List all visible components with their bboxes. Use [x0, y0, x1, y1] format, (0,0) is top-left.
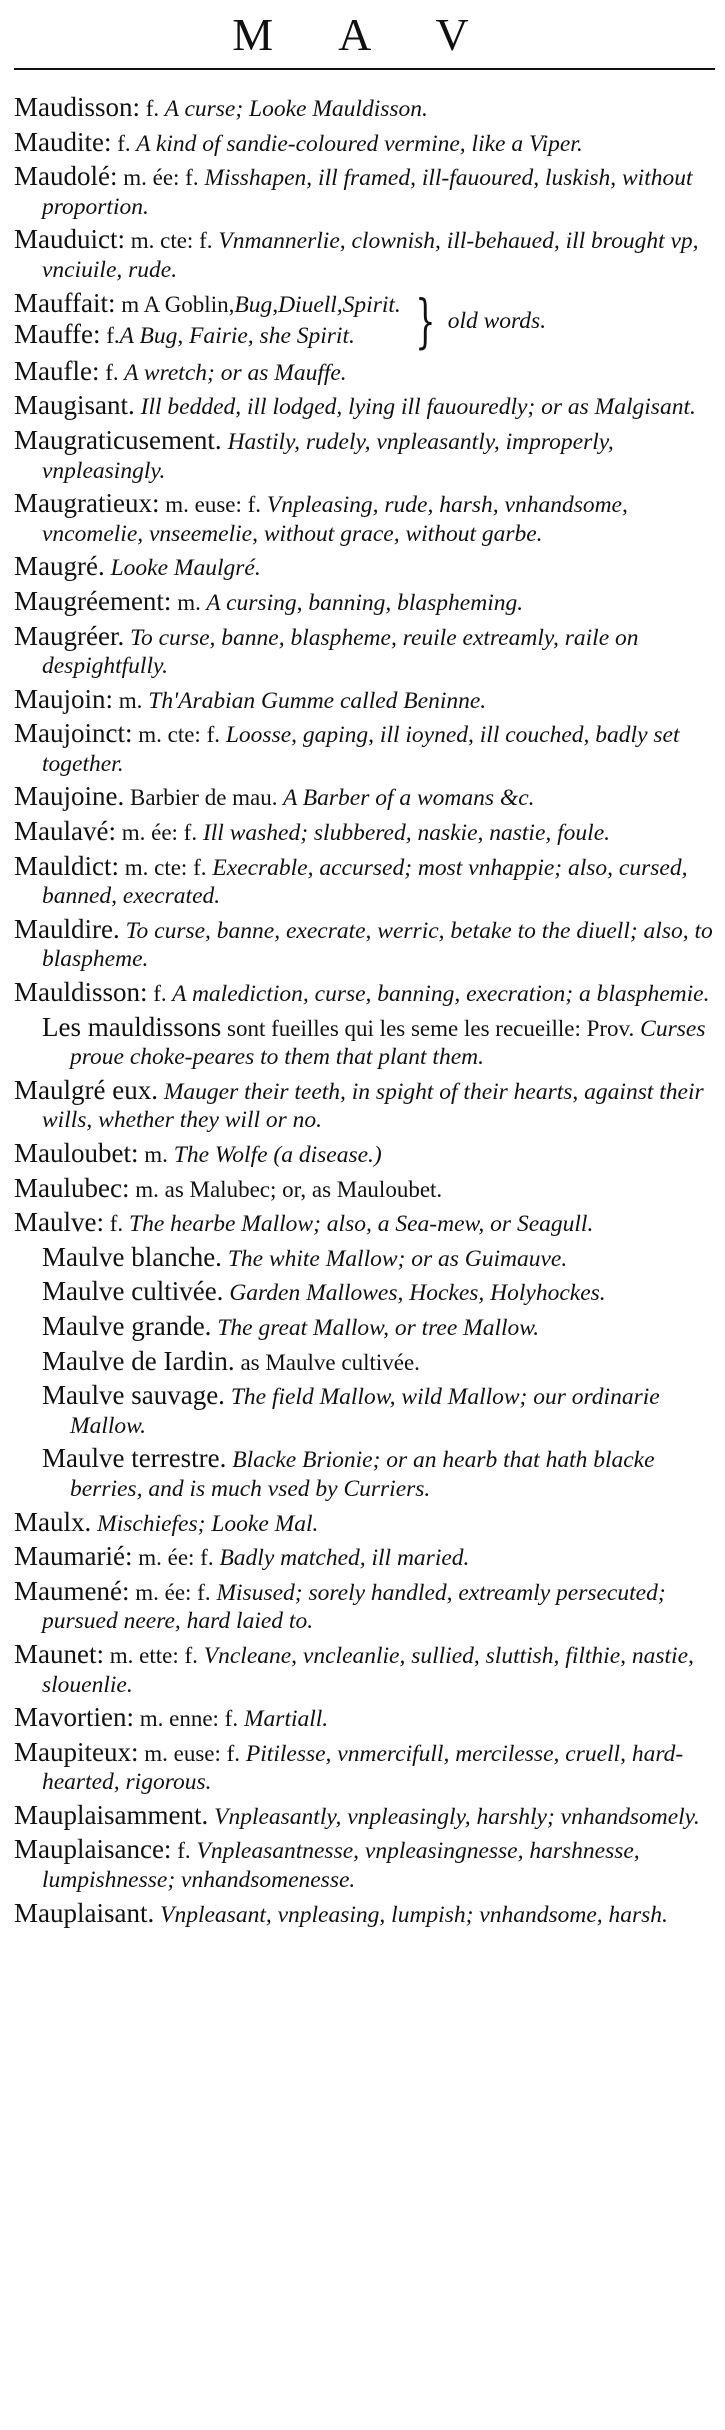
entry-definition: Blacke Brionie; or an hearb that hath blacke berries, and is much vsed by Curriers. [70, 1447, 655, 1502]
dictionary-entry [14, 1704, 715, 1734]
dictionary-entry [14, 1638, 715, 1699]
entry-grammar: m. ée: f. [117, 165, 199, 191]
dictionary-entry [14, 620, 715, 681]
entry-grammar: m. cte: f. [132, 722, 220, 748]
entry-definition: Mischiefes; Looke Mal. [91, 1510, 319, 1537]
entry-headword: Maulve de Iardin. [42, 1345, 235, 1376]
entry-definition: To curse, banne, blaspheme, reuile extreamly, raile on despightfully. [42, 624, 639, 680]
entry-definition: A wretch; or as Mauffe. [118, 359, 347, 386]
entry-grammar: m. cte: f. [118, 854, 207, 880]
entry-headword: Mauplaisant. [14, 1897, 155, 1928]
entry-definition: Execrable, accursed; most vnhappie; also, cursed, banned, execrated. [42, 854, 688, 910]
dictionary-entry [14, 226, 715, 284]
entry-definition: A Bug, Fairie, she Spirit. [119, 323, 355, 350]
entry-grammar: f. [103, 1211, 124, 1237]
entry-headword: Mauldict: [14, 850, 119, 881]
entry-headword: Maufle: [14, 355, 100, 386]
entry-grammar: m. euse: f. [159, 492, 262, 518]
entry-definition: Looke Maulgré. [104, 555, 261, 582]
entry-definition: Th'Arabian Gumme called Beninne. [142, 687, 487, 714]
entry-headword: Maunet: [14, 1638, 104, 1669]
dictionary-subentry [14, 1445, 715, 1503]
entry-grammar: f. [171, 1838, 191, 1864]
dictionary-entry [14, 1836, 715, 1894]
bracketed-entry-group [14, 287, 715, 356]
entry-grammar: m. ée: f. [129, 1579, 211, 1605]
dictionary-entry [14, 683, 715, 716]
entry-definition: Martiall. [238, 1706, 329, 1733]
entry-headword: Maugisant. [14, 390, 135, 421]
entry-headword: Maugréer. [14, 620, 125, 651]
entry-headword: Maudolé: [14, 161, 118, 192]
entry-definition: Loosse, gaping, ill ioyned, ill couched, badly set together. [42, 722, 680, 777]
dictionary-entry [14, 720, 715, 778]
entry-definition: To curse, banne, execrate, werric, betake to the diuell; also, to blaspheme. [42, 917, 713, 973]
entry-definition: A cursing, banning, blaspheming. [200, 589, 524, 616]
dictionary-entry [14, 490, 715, 548]
entry-headword: Mavortien: [14, 1702, 134, 1733]
dictionary-entry [14, 355, 715, 388]
dictionary-entry [14, 783, 715, 813]
entry-grammar: as Maulve cultivée. [234, 1349, 420, 1375]
entry-headword: Maujoin: [14, 683, 113, 714]
entry-definition: Vnpleasantly, vnpleasingly, harshly; vnhandsomely. [208, 1803, 700, 1830]
entry-grammar: m. enne: f. [133, 1706, 239, 1732]
dictionary-entry [14, 392, 715, 422]
entry-headword: Maulve sauvage. [42, 1380, 225, 1411]
entry-headword: Mauldisson: [14, 977, 148, 1008]
entry-grammar: m A Goblin, [115, 291, 235, 317]
entry-definition: Hastily, rudely, vnpleasantly, improperly, vnpleasingly. [42, 428, 614, 484]
entry-definition: Vncleane, vncleanlie, sullied, sluttish, filthie, nastie, slouenlie. [42, 1642, 694, 1698]
entry-headword: Maugraticusement. [14, 424, 222, 455]
entry-headword: Maulubec: [14, 1172, 130, 1203]
entry-headword: Maudite: [14, 126, 112, 157]
entry-list [14, 94, 715, 1929]
entry-grammar: m. [171, 589, 201, 615]
entry-headword: Maumené: [14, 1575, 130, 1606]
entry-grammar: f. [140, 96, 160, 121]
entry-headword: Maulgré eux. [14, 1074, 158, 1105]
entry-grammar: m. ée: f. [132, 1545, 214, 1571]
entry-headword: Mauffe: [14, 319, 101, 350]
dictionary-subentry [14, 1241, 715, 1274]
entry-definition: A curse; Looke Mauldisson. [159, 96, 428, 122]
entry-definition: Vnmannerlie, clownish, ill-behaued, ill brought vp, vnciuile, rude. [42, 228, 699, 283]
entry-definition: Vnpleasing, rude, harsh, vnhandsome, vncomelie, vnseemelie, without grace, without garbe. [42, 492, 628, 547]
dictionary-entry [14, 1543, 715, 1573]
entry-headword: Maugratieux: [14, 488, 160, 519]
dictionary-entry [14, 163, 715, 221]
entry-headword: Maupiteux: [14, 1736, 139, 1767]
dictionary-entry [14, 126, 715, 159]
dictionary-entry [14, 94, 715, 124]
dictionary-entry [14, 1172, 715, 1205]
dictionary-entry [14, 1506, 715, 1539]
dictionary-entry [14, 818, 715, 848]
page-title: M A V [232, 8, 497, 60]
entry-grammar: sont fueilles qui les seme les recueille: Prov. [221, 1015, 635, 1041]
entry-grammar: Barbier de mau. [124, 785, 278, 811]
dictionary-subentry [14, 1278, 715, 1308]
entry-grammar: m. ée: f. [115, 820, 198, 846]
entry-headword: Maulve cultivée. [42, 1276, 224, 1307]
dictionary-subentry [14, 1011, 715, 1072]
dictionary-subentry [14, 1310, 715, 1343]
entry-definition: The white Mallow; or as Guimauve. [221, 1245, 568, 1272]
dictionary-entry [14, 1799, 715, 1832]
dictionary-entry [14, 553, 715, 583]
entry-grammar: f. [111, 130, 131, 156]
entry-headword: Maumarié: [14, 1541, 133, 1572]
entry-grammar: f. [147, 981, 167, 1007]
entry-definition: Badly matched, ill maried. [213, 1545, 470, 1572]
dictionary-entry [14, 1140, 715, 1170]
header-rule [14, 68, 715, 70]
entry-headword: Mauplaisance: [14, 1834, 172, 1865]
entry-definition: A Barber of a womans &c. [277, 785, 535, 812]
entry-definition: Mauger their teeth, in spight of their hearts, against their wills, whether they will or no. [42, 1078, 704, 1134]
entry-grammar: f. [100, 323, 120, 349]
entry-definition: Curses proue choke-peares to them that plant them. [70, 1015, 706, 1071]
entry-headword: Mauduict: [14, 224, 125, 255]
entry-definition: A kind of sandie-coloured vermine, like a Viper. [130, 130, 583, 157]
entry-grammar: f. [99, 359, 119, 385]
entry-definition: The field Mallow, wild Mallow; our ordinarie Mallow. [70, 1384, 660, 1439]
entry-headword: Maulve terrestre. [42, 1443, 227, 1474]
entry-grammar: m. as Malubec; or, as Mauloubet. [129, 1176, 443, 1202]
entry-definition: Vnpleasant, vnpleasing, lumpish; vnhandsome, harsh. [154, 1901, 668, 1928]
entry-definition: Ill bedded, ill lodged, lying ill fauouredly; or as Malgisant. [134, 394, 696, 421]
dictionary-subentry [14, 1345, 715, 1378]
entry-definition: Misshapen, ill framed, ill-fauoured, luskish, without proportion. [42, 165, 693, 220]
dictionary-entry [14, 913, 715, 974]
entry-headword: Mauffait: [14, 287, 116, 318]
entry-definition: Ill washed; slubbered, naskie, nastie, foule. [197, 820, 611, 847]
entry-grammar: m. ette: f. [103, 1642, 198, 1668]
entry-definition: Garden Mallowes, Hockes, Holyhockes. [223, 1280, 606, 1307]
entry-headword: Mauloubet: [14, 1138, 139, 1168]
entry-headword: Maulve: [14, 1207, 104, 1238]
entry-headword: Maugré. [14, 551, 105, 582]
entry-headword: Maulve blanche. [42, 1241, 222, 1272]
entry-headword: Maulx. [14, 1506, 92, 1537]
dictionary-entry [14, 1897, 715, 1930]
entry-definition: Pitilesse, vnmercifull, mercilesse, cruell, hard-hearted, rigorous. [42, 1740, 684, 1796]
dictionary-entry [14, 1209, 715, 1239]
entry-headword: Maudisson: [14, 92, 141, 122]
entry-definition: The Wolfe (a disease.) [167, 1142, 382, 1168]
entry-headword: Les mauldissons [42, 1011, 222, 1042]
dictionary-entry [14, 1736, 715, 1797]
entry-grammar: m. cte: f. [124, 228, 213, 254]
entry-definition: Vnpleasantnesse, vnpleasingnesse, harshnesse, lumpishnesse; vnhandsomenesse. [42, 1838, 640, 1894]
entry-headword: Maulve grande. [42, 1310, 212, 1341]
entry-definition: The hearbe Mallow; also, a Sea-mew, or Seagull. [123, 1211, 594, 1238]
dictionary-entry [14, 585, 715, 618]
entry-definition: A malediction, curse, banning, execration; a blasphemie. [166, 981, 710, 1008]
entry-grammar: m. [138, 1142, 168, 1167]
bracket-label: old words. [447, 307, 547, 334]
entry-grammar: m. euse: f. [138, 1740, 241, 1766]
entry-headword: Mauplaisamment. [14, 1799, 209, 1830]
dictionary-entry [14, 850, 715, 911]
entry-headword: Mauldire. [14, 913, 120, 944]
dictionary-entry [14, 321, 401, 351]
dictionary-entry [14, 1575, 715, 1636]
entry-definition: Misused; sorely handled, extreamly persecuted; pursued neere, hard laied to. [42, 1579, 666, 1635]
dictionary-entry [14, 1074, 715, 1135]
entry-grammar: m. [113, 687, 143, 713]
entry-headword: Maujoine. [14, 781, 125, 812]
dictionary-subentry [14, 1382, 715, 1440]
entry-headword: Maulavé: [14, 816, 116, 847]
dictionary-entry [14, 424, 715, 485]
dictionary-entry [14, 287, 401, 320]
dictionary-entry [14, 979, 715, 1009]
entry-headword: Maugréement: [14, 585, 172, 616]
entry-definition: Bug,Diuell,Spirit. [234, 291, 401, 318]
entry-definition: The great Mallow, or tree Mallow. [211, 1314, 540, 1341]
right-brace: } [415, 287, 436, 356]
entry-headword: Maujoinct: [14, 718, 133, 749]
